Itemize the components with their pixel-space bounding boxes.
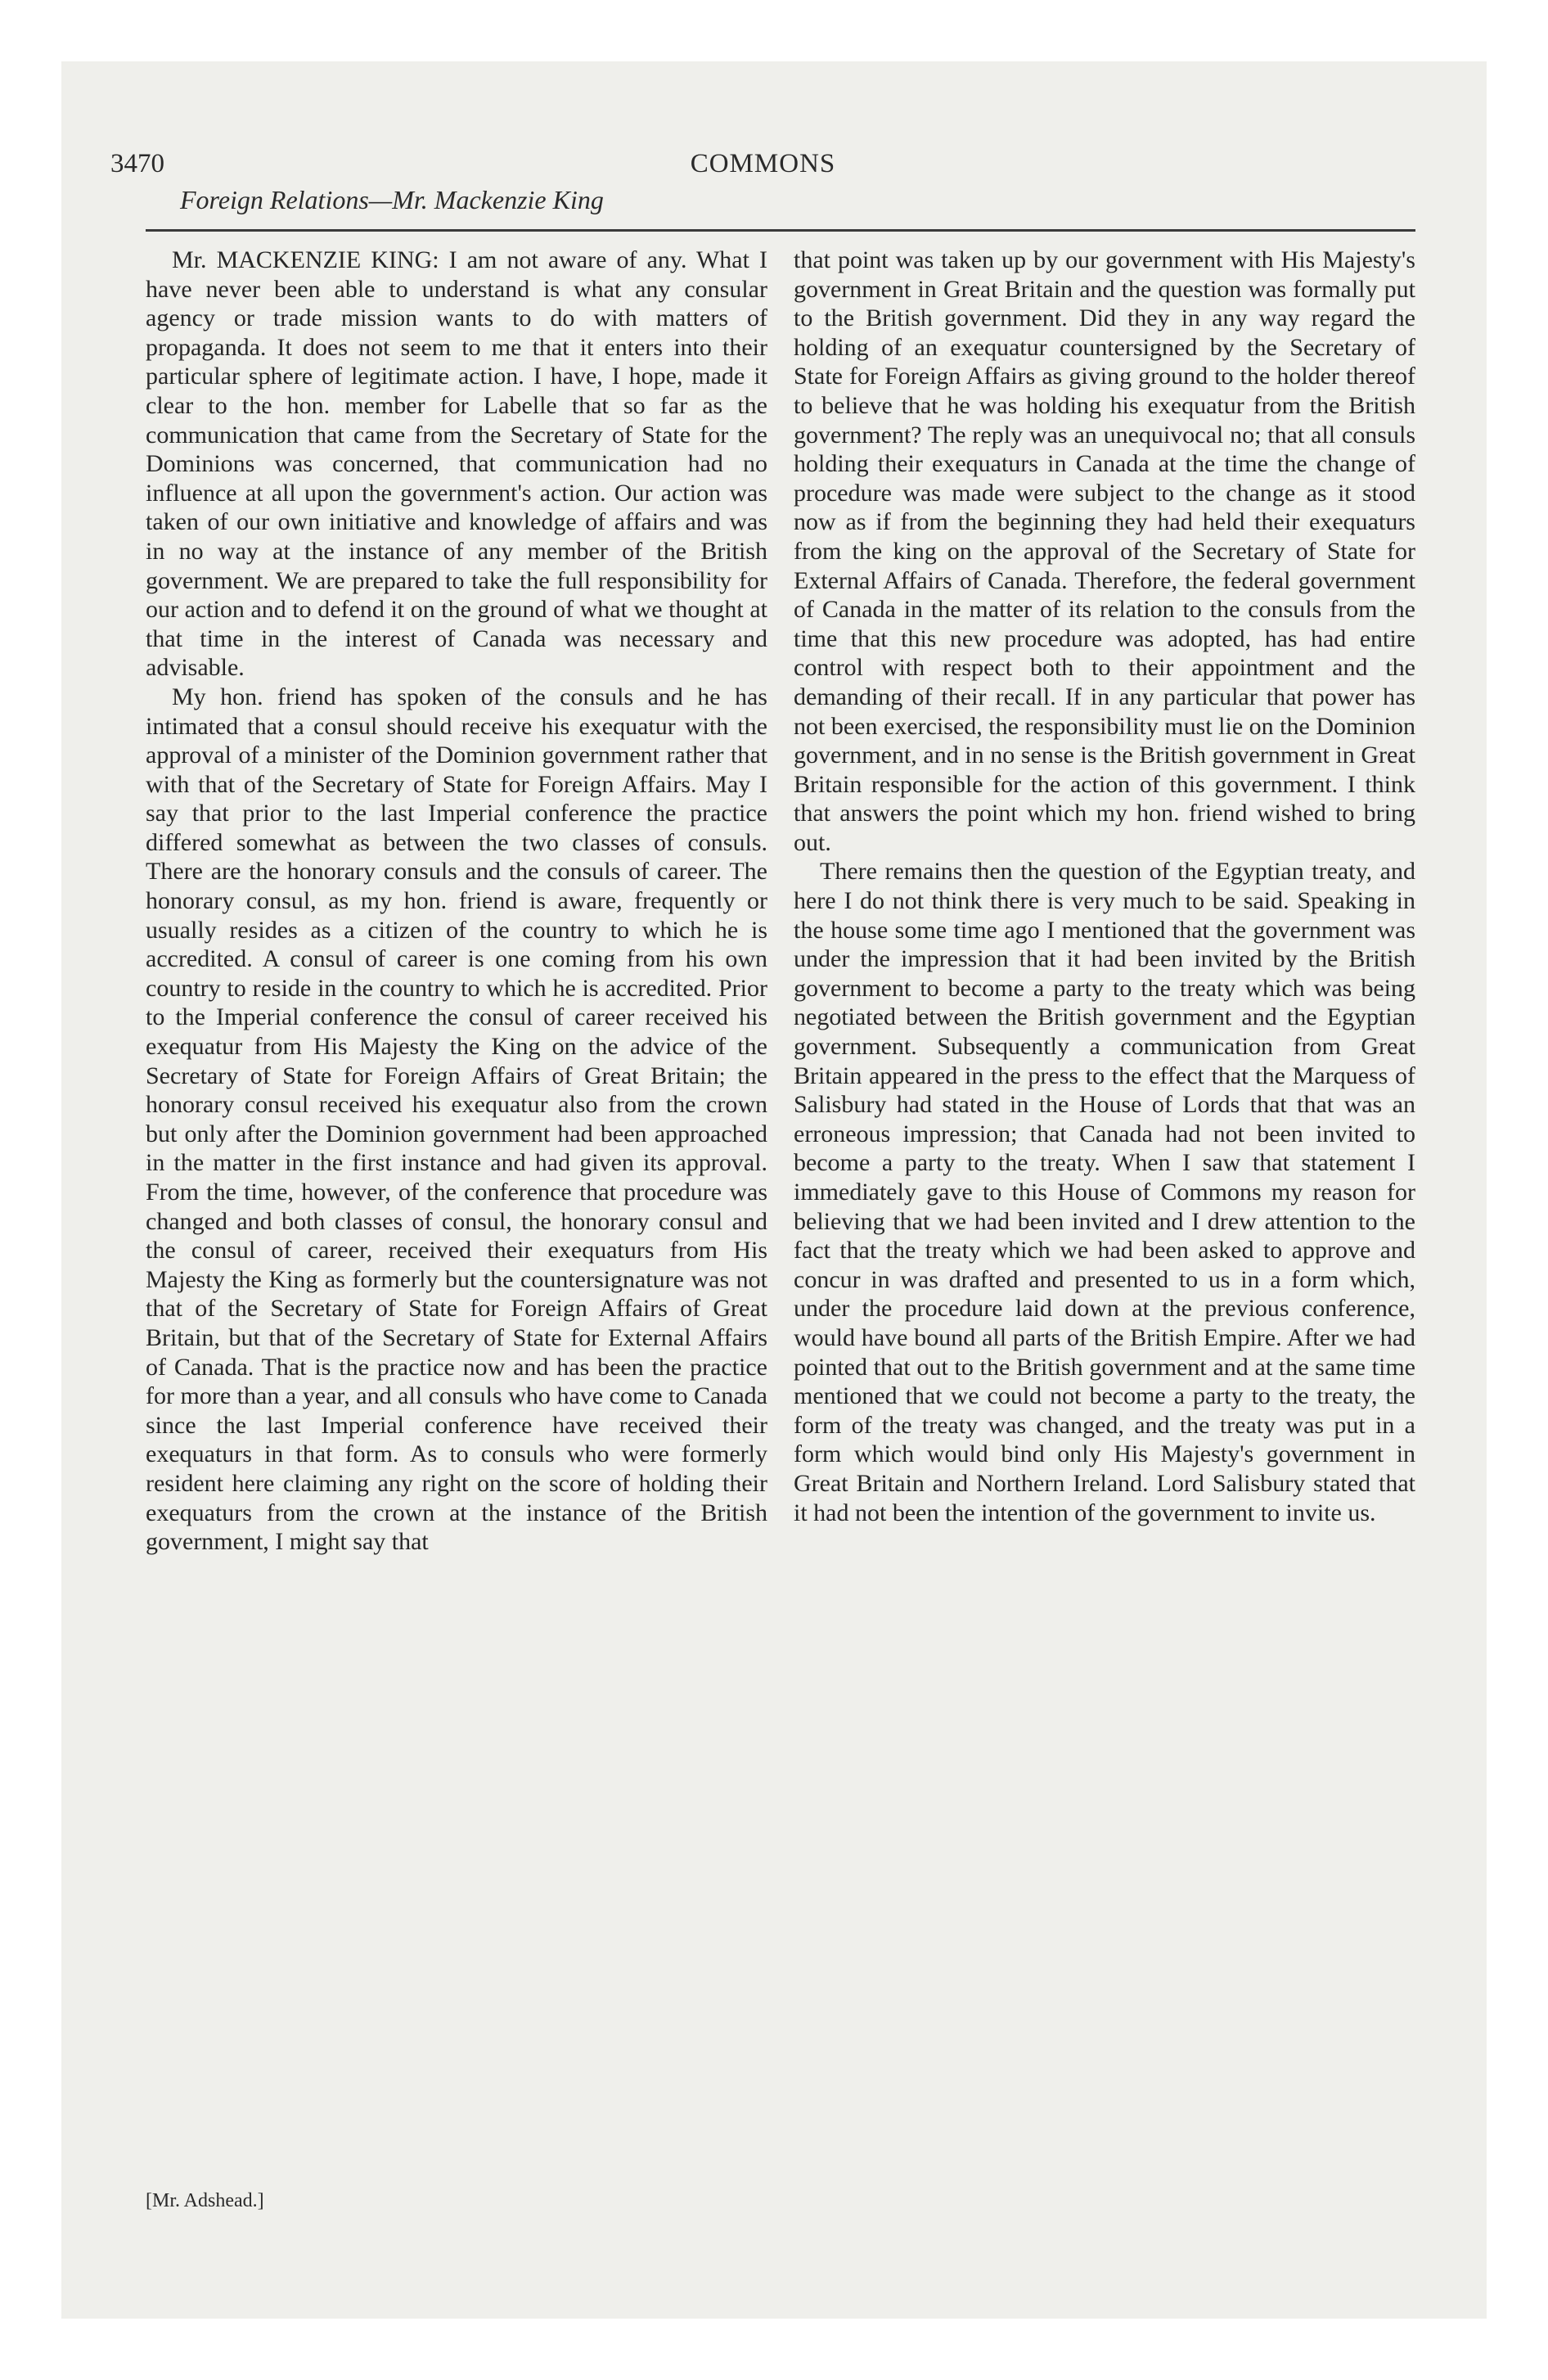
chamber-title: COMMONS: [690, 149, 836, 178]
footer-note: [Mr. Adshead.]: [146, 2190, 264, 2211]
left-paragraph-1: Mr. MACKENZIE KING: I am not aware of any. What I have never been able to understand is what any consular agency or trade mission wants to do with matters of propaganda. It does not seem to me that it enters into their particular sphere of legitimate action. I have, I hope, made it clear to the hon. member for Labelle that so far as the communication that came from the Secretary of State for the Dominions was concerned, that communication had no influence at all upon the government's action. Our action was taken of our own initiative and knowledge of affairs and was in no way at the instance of any member of the British government. We are prepared to take the full responsibility for our action and to defend it on the ground of what we thought at that time in the interest of Canada was necessary and advisable.: [146, 246, 767, 682]
page-header: [110, 147, 1415, 229]
right-column: [794, 246, 1415, 2210]
left-column: [146, 246, 767, 2210]
left-paragraph-2: My hon. friend has spoken of the consuls and he has intimated that a consul should receive his exequatur with the approval of a minister of the Dominion government rather that with that of the Secretary of State for Foreign Affairs. May I say that prior to the last Imperial conference the practice differed somewhat as between the two classes of consuls. There are the honorary consuls and the consuls of career. The honorary consul, as my hon. friend is aware, frequently or usually resides as a citizen of the country to which he is accredited. A consul of career is one coming from his own country to reside in the country to which he is accredited. Prior to the Imperial conference the consul of career received his exequatur from His Majesty the King on the advice of the Secretary of State for Foreign Affairs of Great Britain; the honorary consul received his exequatur also from the crown but only after the Dominion government had been approached in the matter in the first instance and had given its approval. From the time, however, of the conference that procedure was changed and both classes of consul, the honorary consul and the consul of career, received their exequaturs from His Majesty the King as formerly but the countersignature was not that of the Secretary of State for Foreign Affairs of Great Britain, but that of the Secretary of State for External Affairs of Canada. That is the practice now and has been the practice for more than a year, and all consuls who have come to Canada since the last Imperial conference have received their exequaturs in that form. As to consuls who were formerly resident here claiming any right on the score of holding their exequaturs from the crown at the instance of the British government, I might say that: [146, 683, 767, 1556]
right-paragraph-2: There remains then the question of the Egyptian treaty, and here I do not think there is very much to be said. Speaking in the house some time ago I mentioned that the government was under the impression that it had been invited by the British government to become a party to the treaty which was being negotiated between the British government and the Egyptian government. Subsequently a communication from Great Britain appeared in the press to the effect that the Marquess of Salisbury had stated in the House of Lords that that was an erroneous impression; that Canada had not been invited to become a party to the treaty. When I saw that statement I immediately gave to this House of Commons my reason for believing that we had been invited and I drew attention to the fact that the treaty which we had been asked to approve and concur in was drafted and presented to us in a form which, under the procedure laid down at the previous conference, would have bound all parts of the British Empire. After we had pointed that out to the British government and at the same time mentioned that we could not become a party to the treaty, the form of the treaty was changed, and the treaty was put in a form which would bind only His Majesty's government in Great Britain and Northern Ireland. Lord Salisbury stated that it had not been the intention of the government to invite us.: [794, 858, 1415, 1526]
running-title: Foreign Relations—Mr. Mackenzie King: [180, 185, 604, 214]
right-paragraph-1: that point was taken up by our government with His Majesty's government in Great Britain and the question was formally put to the British government. Did they in any way regard the holding of an exequatur countersigned by the Secretary of State for Foreign Affairs as giving ground to the holder thereof to believe that he was holding his exequatur from the British government? The reply was an unequivocal no; that all consuls holding their exequaturs in Canada at the time the change of procedure was made were subject to the change as it stood now as if from the beginning they had held their exequaturs from the king on the approval of the Secretary of State for External Affairs of Canada. Therefore, the federal government of Canada in the matter of its relation to the consuls from the time that this new procedure was adopted, has had entire control with respect both to their appointment and the demanding of their recall. If in any particular that power has not been exercised, the responsibility must lie on the Dominion government, and in no sense is the British government in Great Britain responsible for the action of this government. I think that answers the point which my hon. friend wished to bring out.: [794, 246, 1415, 856]
page-number: 3470: [110, 149, 164, 178]
header-rule: [146, 229, 1415, 232]
